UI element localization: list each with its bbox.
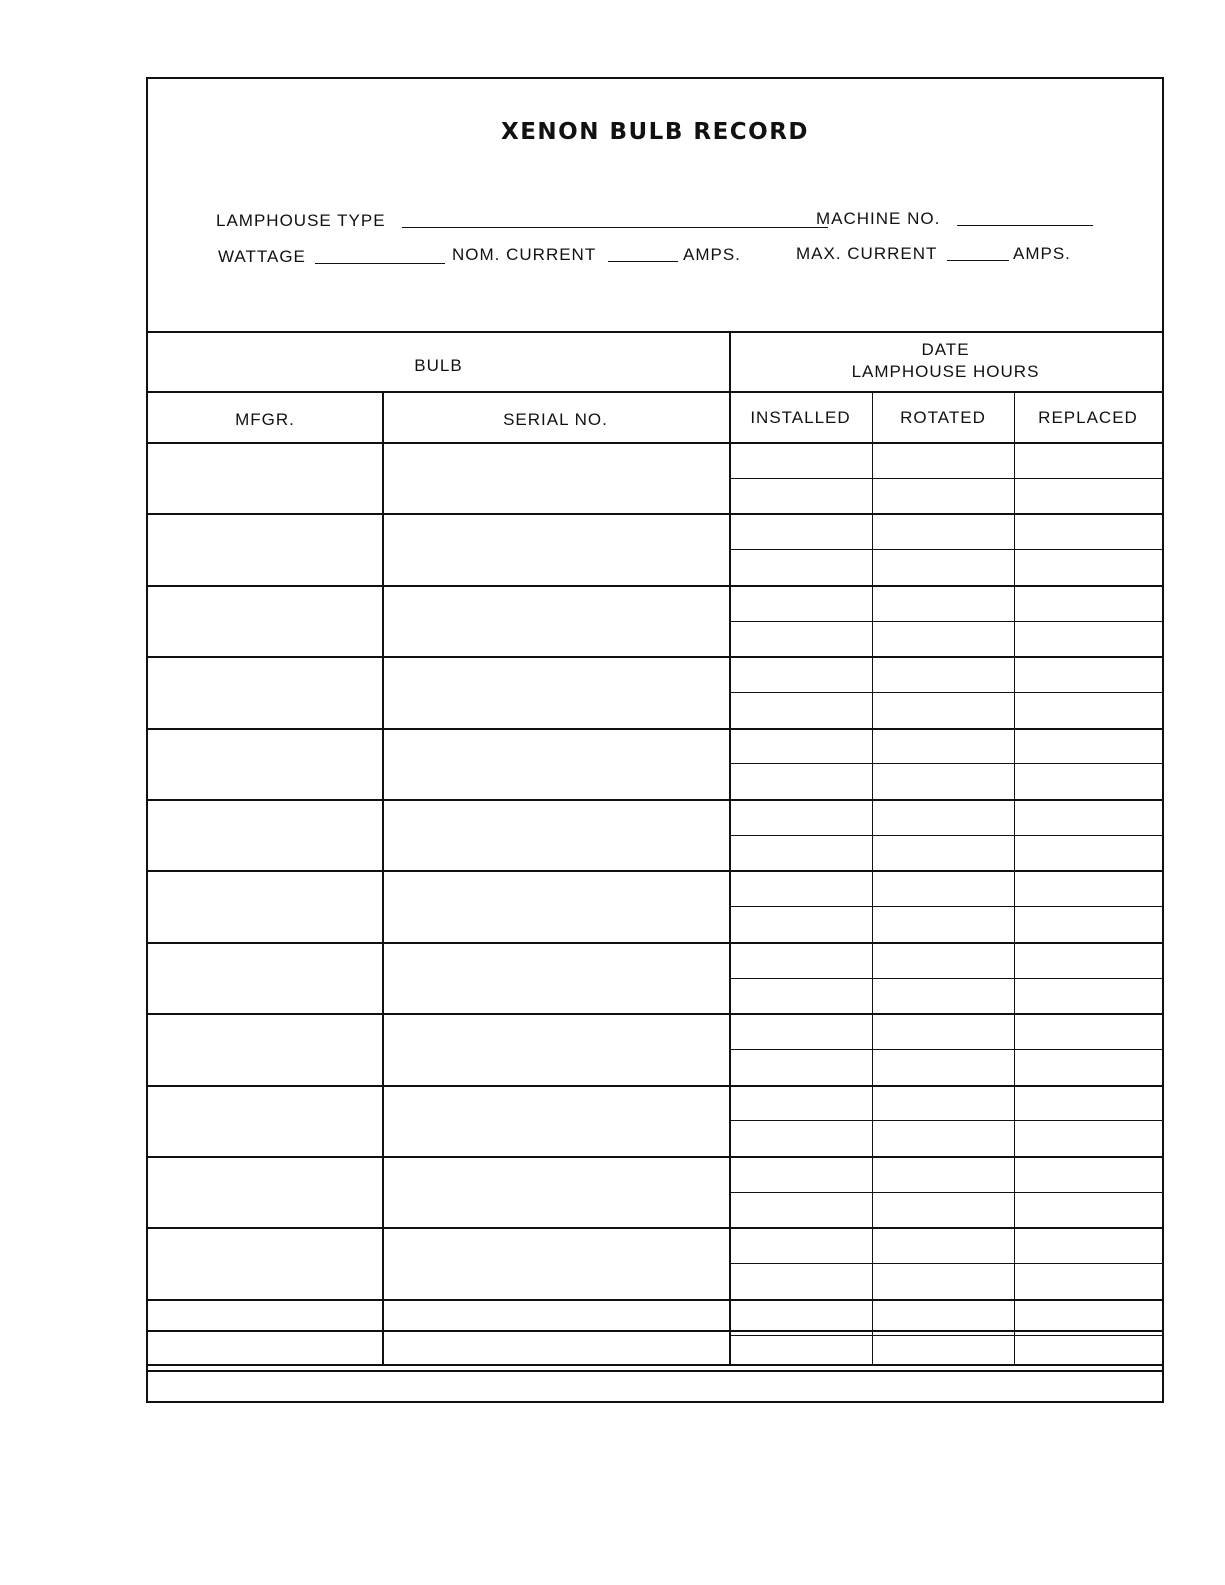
rotated-hours-cell[interactable] [876, 1267, 1010, 1295]
rotated-hours-cell[interactable] [876, 696, 1010, 724]
rotated-hours-cell[interactable] [876, 482, 1010, 510]
divider-installed-rotated [872, 391, 873, 1364]
installed-hours-cell[interactable] [733, 625, 868, 653]
lamphouse-type-label: LAMPHOUSE TYPE [216, 211, 386, 230]
rotated-date-cell[interactable] [876, 874, 1010, 902]
machine-no-field[interactable] [957, 225, 1093, 226]
installed-date-cell[interactable] [733, 1160, 868, 1188]
row-half-divider [729, 1263, 1162, 1264]
rotated-date-cell[interactable] [876, 446, 1010, 474]
mfgr-cell[interactable] [152, 1303, 378, 1366]
installed-hours-cell[interactable] [733, 1339, 868, 1367]
rotated-date-cell[interactable] [876, 1160, 1010, 1188]
serial-no-cell[interactable] [386, 660, 725, 723]
row-divider [148, 1299, 1162, 1301]
replaced-date-cell[interactable] [1018, 1160, 1158, 1188]
serial-no-cell[interactable] [386, 517, 725, 580]
xenon-bulb-record-form [146, 77, 1164, 1403]
row-divider [148, 870, 1162, 872]
serial-no-cell[interactable] [386, 1160, 725, 1223]
serial-no-cell[interactable] [386, 803, 725, 866]
replaced-hours-cell[interactable] [1018, 1053, 1158, 1081]
mfgr-cell[interactable] [152, 1231, 378, 1294]
mfgr-cell[interactable] [152, 1160, 378, 1223]
installed-hours-cell[interactable] [733, 1267, 868, 1295]
replaced-date-cell[interactable] [1018, 660, 1158, 688]
machine-no-label: MACHINE NO. [816, 209, 941, 228]
max-current-field[interactable] [947, 260, 1009, 261]
installed-hours-cell[interactable] [733, 696, 868, 724]
rotated-hours-cell[interactable] [876, 839, 1010, 867]
row-divider [148, 656, 1162, 658]
rotated-hours-cell[interactable] [876, 767, 1010, 795]
rotated-date-cell[interactable] [876, 1017, 1010, 1045]
mfgr-cell[interactable] [152, 589, 378, 652]
row-divider [148, 728, 1162, 730]
row-half-divider [729, 835, 1162, 836]
wattage-label: WATTAGE [218, 247, 306, 266]
nom-current-amps-label: AMPS. [683, 245, 741, 264]
serial-no-cell[interactable] [386, 589, 725, 652]
replaced-date-cell[interactable] [1018, 1017, 1158, 1045]
replaced-date-cell[interactable] [1018, 446, 1158, 474]
row-divider [148, 942, 1162, 944]
serial-no-cell[interactable] [386, 446, 725, 509]
replaced-hours-cell[interactable] [1018, 767, 1158, 795]
date-group-header [729, 339, 1162, 383]
column-header-rotated: ROTATED [900, 408, 986, 427]
installed-hours-cell[interactable] [733, 839, 868, 867]
replaced-date-cell[interactable] [1018, 1303, 1158, 1331]
row-half-divider [729, 1120, 1162, 1121]
rotated-hours-cell[interactable] [876, 1124, 1010, 1152]
rotated-hours-cell[interactable] [876, 625, 1010, 653]
mfgr-cell[interactable] [152, 946, 378, 1009]
bulb-group-header: BULB [414, 356, 463, 375]
installed-hours-cell[interactable] [733, 1196, 868, 1224]
row-divider [148, 585, 1162, 587]
rotated-hours-cell[interactable] [876, 910, 1010, 938]
rotated-hours-cell[interactable] [876, 982, 1010, 1010]
mfgr-cell[interactable] [152, 1089, 378, 1152]
installed-date-cell[interactable] [733, 1303, 868, 1331]
installed-hours-cell[interactable] [733, 1053, 868, 1081]
installed-date-cell[interactable] [733, 874, 868, 902]
installed-hours-cell[interactable] [733, 553, 868, 581]
mfgr-cell[interactable] [152, 660, 378, 723]
mfgr-cell[interactable] [152, 1017, 378, 1080]
lamphouse-type-field[interactable] [402, 227, 828, 228]
rotated-date-cell[interactable] [876, 732, 1010, 760]
installed-date-cell[interactable] [733, 946, 868, 974]
serial-no-cell[interactable] [386, 1089, 725, 1152]
serial-no-cell[interactable] [386, 1231, 725, 1294]
form-title: XENON BULB RECORD [500, 119, 810, 145]
installed-date-cell[interactable] [733, 517, 868, 545]
rotated-date-cell[interactable] [876, 946, 1010, 974]
row-half-divider [729, 763, 1162, 764]
replaced-hours-cell[interactable] [1018, 982, 1158, 1010]
row-divider [148, 799, 1162, 801]
rotated-hours-cell[interactable] [876, 1053, 1010, 1081]
installed-hours-cell[interactable] [733, 982, 868, 1010]
replaced-hours-cell[interactable] [1018, 1339, 1158, 1367]
mfgr-cell[interactable] [152, 446, 378, 509]
row-half-divider [729, 1192, 1162, 1193]
column-header-replaced: REPLACED [1038, 408, 1138, 427]
serial-no-cell[interactable] [386, 1303, 725, 1366]
rotated-date-cell[interactable] [876, 803, 1010, 831]
replaced-hours-cell[interactable] [1018, 696, 1158, 724]
rotated-date-cell[interactable] [876, 517, 1010, 545]
max-current-label: MAX. CURRENT [796, 244, 938, 263]
nom-current-field[interactable] [608, 261, 678, 262]
row-half-divider [729, 478, 1162, 479]
serial-no-cell[interactable] [386, 874, 725, 937]
column-header-serial-no: SERIAL NO. [503, 410, 608, 429]
installed-hours-cell[interactable] [733, 1124, 868, 1152]
column-header-installed: INSTALLED [750, 408, 851, 427]
row-half-divider [729, 978, 1162, 979]
serial-no-cell[interactable] [386, 1017, 725, 1080]
replaced-date-cell[interactable] [1018, 589, 1158, 617]
replaced-date-cell[interactable] [1018, 803, 1158, 831]
replaced-hours-cell[interactable] [1018, 482, 1158, 510]
row-half-divider [729, 1335, 1162, 1336]
row-half-divider [729, 549, 1162, 550]
installed-date-cell[interactable] [733, 1089, 868, 1117]
installed-date-cell[interactable] [733, 803, 868, 831]
serial-no-cell[interactable] [386, 732, 725, 795]
replaced-hours-cell[interactable] [1018, 625, 1158, 653]
rotated-date-cell[interactable] [876, 1231, 1010, 1259]
replaced-date-cell[interactable] [1018, 874, 1158, 902]
row-divider [148, 1370, 1162, 1372]
row-divider [148, 513, 1162, 515]
rotated-date-cell[interactable] [876, 1089, 1010, 1117]
replaced-date-cell[interactable] [1018, 732, 1158, 760]
mfgr-cell[interactable] [152, 874, 378, 937]
row-divider [148, 1085, 1162, 1087]
installed-date-cell[interactable] [733, 732, 868, 760]
replaced-hours-cell[interactable] [1018, 1267, 1158, 1295]
bulb-record-table [148, 331, 1162, 1366]
row-half-divider [729, 906, 1162, 907]
rotated-date-cell[interactable] [876, 589, 1010, 617]
column-header-mfgr: MFGR. [235, 410, 295, 429]
rotated-hours-cell[interactable] [876, 553, 1010, 581]
divider-bulb-date [729, 333, 731, 1364]
replaced-date-cell[interactable] [1018, 946, 1158, 974]
rotated-hours-cell[interactable] [876, 1339, 1010, 1367]
row-half-divider [729, 692, 1162, 693]
rotated-date-cell[interactable] [876, 1303, 1010, 1331]
mfgr-cell[interactable] [152, 732, 378, 795]
mfgr-cell[interactable] [152, 803, 378, 866]
rotated-hours-cell[interactable] [876, 1196, 1010, 1224]
replaced-hours-cell[interactable] [1018, 1196, 1158, 1224]
max-current-amps-label: AMPS. [1013, 244, 1071, 263]
row-divider [148, 1013, 1162, 1015]
replaced-date-cell[interactable] [1018, 517, 1158, 545]
replaced-hours-cell[interactable] [1018, 910, 1158, 938]
replaced-date-cell[interactable] [1018, 1231, 1158, 1259]
row-half-divider [729, 621, 1162, 622]
rotated-date-cell[interactable] [876, 660, 1010, 688]
row-half-divider [729, 1049, 1162, 1050]
divider-rotated-replaced [1014, 391, 1015, 1364]
installed-date-cell[interactable] [733, 1231, 868, 1259]
serial-no-cell[interactable] [386, 946, 725, 1009]
installed-date-cell[interactable] [733, 1017, 868, 1045]
installed-date-cell[interactable] [733, 446, 868, 474]
installed-hours-cell[interactable] [733, 482, 868, 510]
row-divider [148, 1156, 1162, 1158]
divider-mfgr-serial [382, 391, 384, 1364]
replaced-date-cell[interactable] [1018, 1089, 1158, 1117]
row-divider [148, 1227, 1162, 1229]
installed-hours-cell[interactable] [733, 767, 868, 795]
lamphouse-hours-header-line: LAMPHOUSE HOURS [851, 362, 1040, 381]
date-header-line: DATE [921, 340, 970, 359]
replaced-hours-cell[interactable] [1018, 553, 1158, 581]
header-divider-1 [148, 391, 1162, 393]
replaced-hours-cell[interactable] [1018, 839, 1158, 867]
installed-hours-cell[interactable] [733, 910, 868, 938]
replaced-hours-cell[interactable] [1018, 1124, 1158, 1152]
installed-date-cell[interactable] [733, 589, 868, 617]
header-divider-2 [148, 442, 1162, 444]
wattage-field[interactable] [315, 263, 445, 264]
installed-date-cell[interactable] [733, 660, 868, 688]
nom-current-label: NOM. CURRENT [452, 245, 597, 264]
mfgr-cell[interactable] [152, 517, 378, 580]
